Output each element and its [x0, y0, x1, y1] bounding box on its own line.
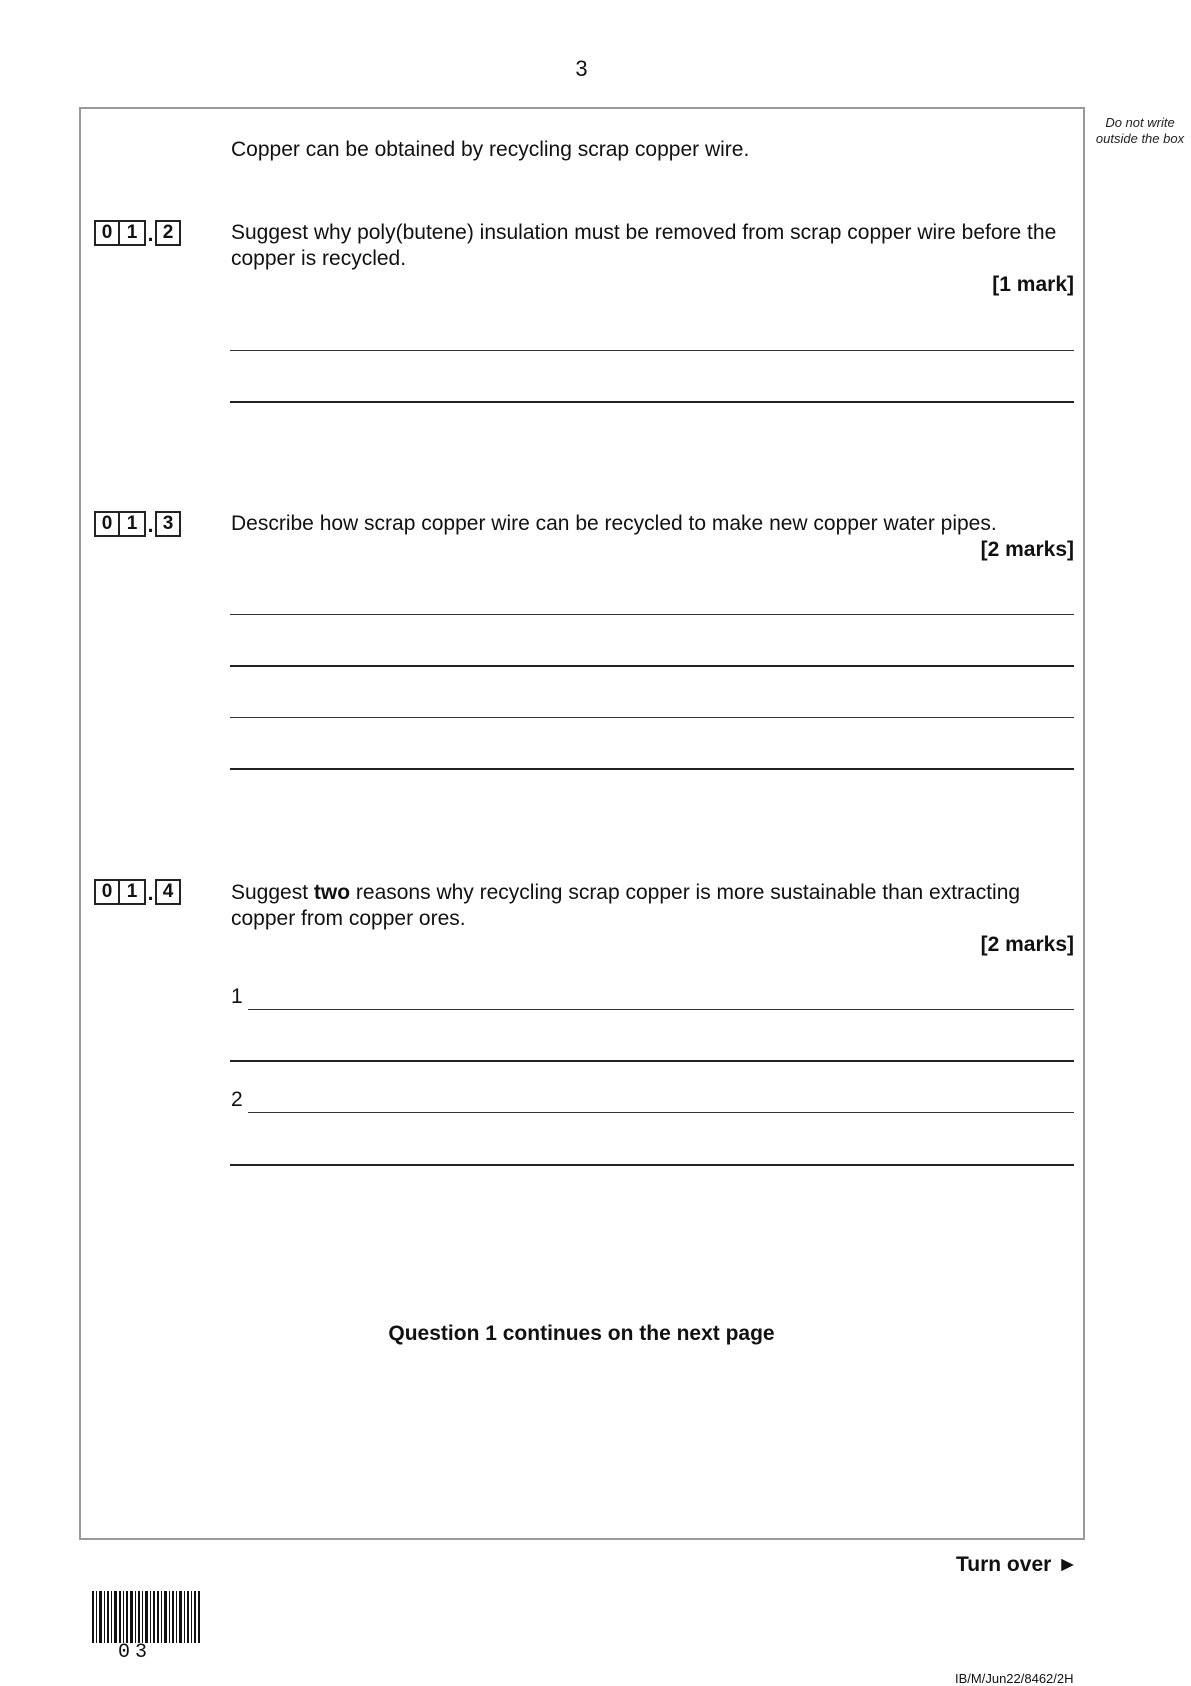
question-digit: 3	[155, 511, 181, 537]
question-dot: .	[147, 882, 154, 905]
intro-text: Copper can be obtained by recycling scrap copper wire.	[231, 138, 750, 161]
answer-line[interactable]	[230, 665, 1074, 667]
question-dot: .	[147, 514, 154, 537]
continues-note: Question 1 continues on the next page	[388, 1322, 775, 1345]
answer-label-2: 2	[231, 1088, 243, 1111]
question-01-3-text: Describe how scrap copper wire can be recycled to make new copper water pipes.	[231, 512, 997, 535]
question-digit: 1	[120, 220, 146, 246]
question-01-4-marks: [2 marks]	[980, 933, 1074, 956]
question-01-4-emphasis: two	[313, 881, 351, 904]
answer-line[interactable]	[230, 1060, 1074, 1062]
question-digit: 4	[155, 879, 181, 905]
question-number-01-4	[94, 877, 181, 905]
question-number-01-3	[94, 509, 181, 537]
answer-label-1: 1	[231, 985, 243, 1008]
question-digit: 1	[120, 511, 146, 537]
question-01-2-marks: [1 mark]	[992, 273, 1074, 296]
question-digit: 1	[120, 879, 146, 905]
question-digit: 0	[94, 220, 120, 246]
answer-line[interactable]	[230, 768, 1074, 770]
margin-note: Do not write outside the box	[1095, 115, 1185, 146]
turn-over: Turn over ►	[956, 1553, 1078, 1576]
answer-line[interactable]	[248, 1112, 1074, 1113]
barcode-number: 03	[118, 1641, 153, 1664]
question-digit: 0	[94, 511, 120, 537]
question-01-4-text-after: reasons why recycling scrap copper is more sustainable than extracting copper from copper ores.	[231, 881, 1021, 930]
answer-line[interactable]	[230, 1164, 1074, 1166]
question-digit: 2	[155, 220, 181, 246]
answer-line[interactable]	[230, 401, 1074, 403]
question-01-4-text-before: Suggest	[231, 881, 314, 904]
question-number-01-2	[94, 218, 181, 246]
question-digit: 0	[94, 879, 120, 905]
answer-line[interactable]	[230, 350, 1074, 351]
question-dot: .	[147, 223, 154, 246]
answer-line[interactable]	[230, 717, 1074, 718]
barcode-image	[92, 1591, 200, 1643]
page-number: 3	[575, 56, 588, 81]
question-01-4-text	[231, 880, 1081, 932]
answer-line[interactable]	[230, 614, 1074, 615]
answer-line[interactable]	[248, 1009, 1074, 1010]
reference-code: IB/M/Jun22/8462/2H	[955, 1671, 1074, 1686]
question-01-3-marks: [2 marks]	[980, 538, 1074, 561]
question-01-2-text: Suggest why poly(butene) insulation must be removed from scrap copper wire before the copper is recycled.	[231, 221, 1057, 270]
